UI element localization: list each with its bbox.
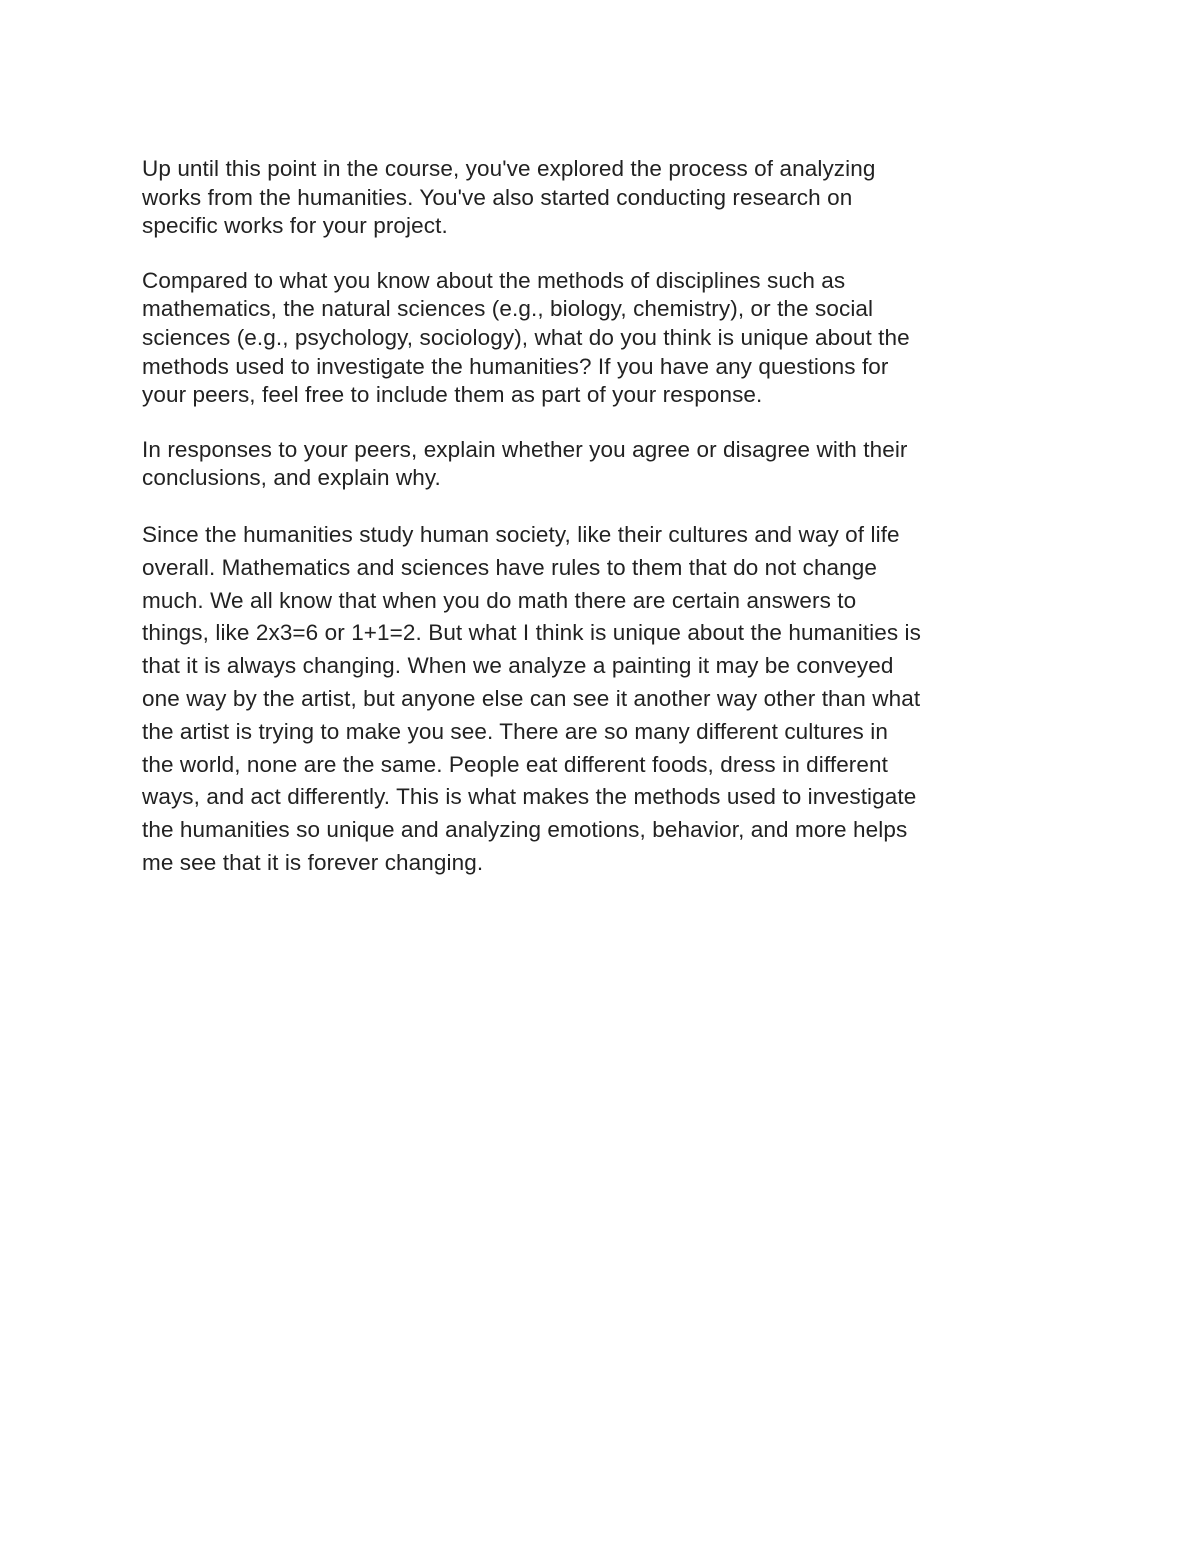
text-line: methods used to investigate the humanities? If you have any questions for [142, 353, 889, 379]
text-line: overall. Mathematics and sciences have rules to them that do not change [142, 554, 878, 580]
text-line: sciences (e.g., psychology, sociology), what do you think is unique about the [142, 324, 910, 350]
text-line: that it is always changing. When we analyze a painting it may be conveyed [142, 653, 894, 679]
text-line: In responses to your peers, explain whether you agree or disagree with their [142, 436, 908, 462]
text-line: me see that it is forever changing. [142, 849, 484, 875]
text-line: the artist is trying to make you see. There are so many different cultures in [142, 718, 888, 744]
prompt-paragraph-question [142, 267, 1062, 410]
text-line: Compared to what you know about the methods of disciplines such as [142, 267, 846, 293]
text-line: Up until this point in the course, you've explored the process of analyzing [142, 156, 876, 181]
text-line: mathematics, the natural sciences (e.g., biology, chemistry), or the social [142, 296, 874, 322]
text-line: ways, and act differently. This is what makes the methods used to investigate [142, 784, 917, 810]
document-body [142, 155, 1062, 906]
response-paragraph [142, 519, 1062, 880]
text-line: one way by the artist, but anyone else can see it another way other than what [142, 685, 921, 711]
text-line: Since the humanities study human society, like their cultures and way of life [142, 521, 900, 547]
text-line: your peers, feel free to include them as part of your response. [142, 382, 763, 408]
prompt-paragraph-intro [142, 155, 1062, 241]
text-line: much. We all know that when you do math there are certain answers to [142, 587, 857, 613]
text-line: conclusions, and explain why. [142, 465, 441, 491]
text-line: things, like 2x3=6 or 1+1=2. But what I think is unique about the humanities is [142, 620, 922, 646]
prompt-paragraph-peer-instructions [142, 436, 1062, 493]
text-line: the humanities so unique and analyzing emotions, behavior, and more helps [142, 817, 908, 843]
text-line: the world, none are the same. People eat different foods, dress in different [142, 751, 888, 777]
text-line: specific works for your project. [142, 213, 448, 239]
text-line: works from the humanities. You've also started conducting research on [142, 184, 853, 210]
